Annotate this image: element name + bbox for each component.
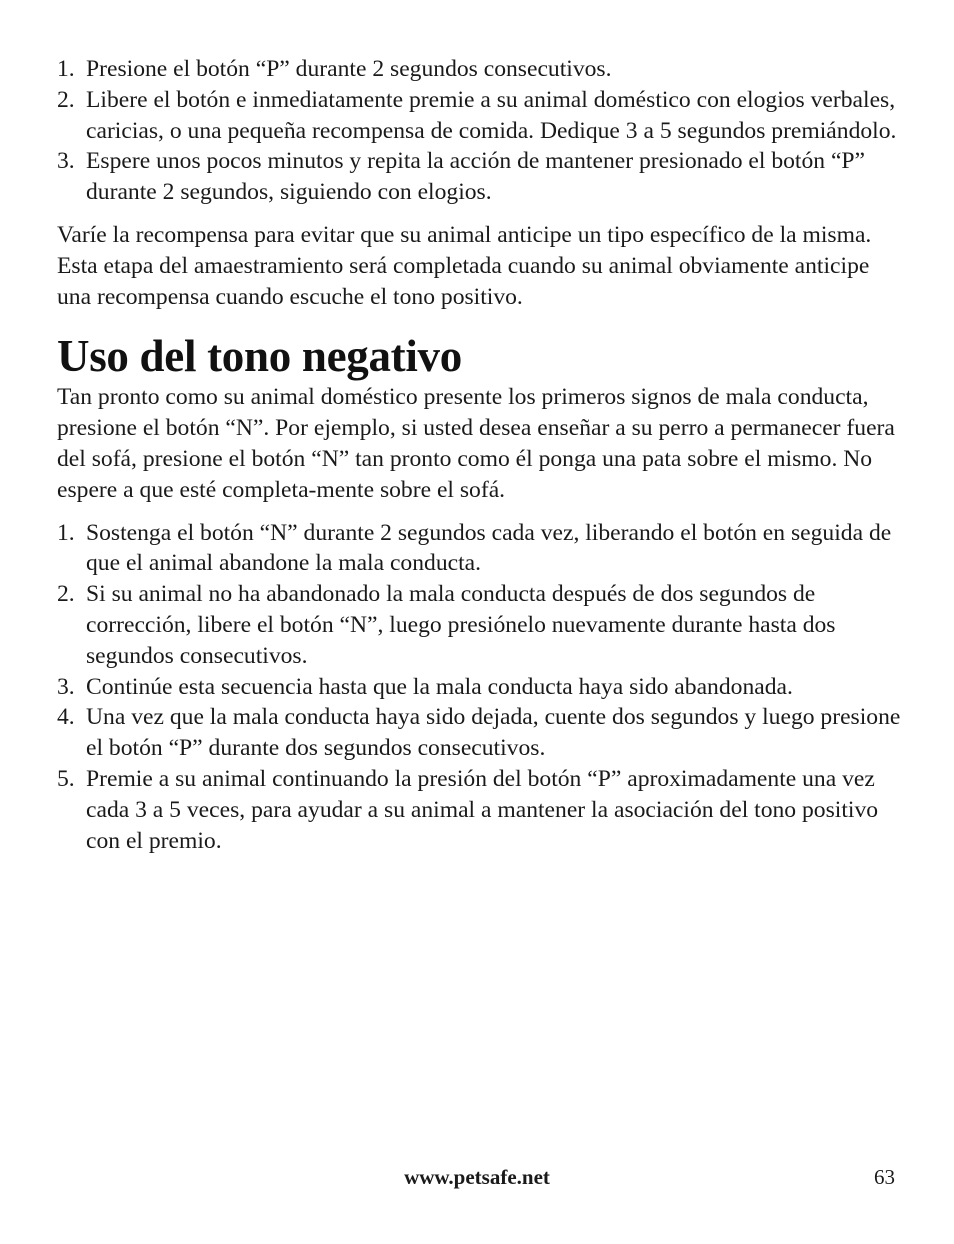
spacer bbox=[57, 208, 902, 220]
list-item bbox=[57, 579, 902, 671]
step-text: Sostenga el botón “N” durante 2 segundos cada vez, liberando el botón en seguida de que el animal abandone la mala conducta. bbox=[86, 519, 892, 577]
spacer bbox=[57, 506, 902, 518]
list-item bbox=[57, 85, 902, 147]
footer-website-link[interactable]: www.petsafe.net bbox=[404, 1165, 550, 1189]
step-text: Premie a su animal continuando la presión del botón “P” aproximadamente una vez cada 3 a 5 veces, para ayudar a su animal a mantener la asociación del tono positivo con el premio. bbox=[86, 765, 879, 854]
page-number: 63 bbox=[874, 1165, 895, 1189]
list-item bbox=[57, 518, 902, 580]
step-text: Presione el botón “P” durante 2 segundos consecutivos. bbox=[86, 56, 612, 82]
step-number: 1. bbox=[57, 56, 75, 82]
step-text: Una vez que la mala conducta haya sido dejada, cuente dos segundos y luego presione el botón “P” durante dos segundos consecutivos. bbox=[86, 704, 901, 762]
reward-paragraph: Varíe la recompensa para evitar que su animal anticipe un tipo específico de la misma. Esta etapa del amaestramiento será completada cuando su animal obviamente anticipe una recompensa cuando escuche el tono positivo. bbox=[57, 221, 872, 310]
section-title: Uso del tono negativo bbox=[57, 331, 462, 382]
step-text: Libere el botón e inmediatamente premie a su animal doméstico con elogios verbales, caricias, o una pequeña recompensa de comida. Dedique 3 a 5 segundos premiándolo. bbox=[86, 86, 897, 144]
step-text: Si su animal no ha abandonado la mala conducta después de dos segundos de corrección, libere el botón “N”, luego presiónelo nuevamente durante hasta dos segundos consecutivos. bbox=[86, 581, 836, 669]
list-item bbox=[57, 54, 902, 85]
list-item bbox=[57, 672, 902, 703]
list-item bbox=[57, 702, 902, 764]
step-number: 2. bbox=[57, 86, 75, 113]
step-number: 3. bbox=[57, 673, 75, 700]
step-number: 4. bbox=[57, 704, 75, 731]
step-number: 5. bbox=[57, 765, 75, 792]
step-number: 3. bbox=[57, 148, 75, 175]
step-text: Espere unos pocos minutos y repita la acción de mantener presionado el botón “P” durante 2 segundos, siguiendo con elogios. bbox=[86, 148, 866, 206]
step-number: 1. bbox=[57, 519, 75, 546]
list-item bbox=[57, 764, 902, 856]
list-item bbox=[57, 146, 902, 208]
step-number: 2. bbox=[57, 581, 75, 608]
positive-tone-steps bbox=[57, 54, 902, 208]
negative-tone-steps bbox=[57, 518, 902, 857]
page-content bbox=[57, 54, 902, 856]
section-intro: Tan pronto como su animal doméstico presente los primeros signos de mala conducta, presione el botón “N”. Por ejemplo, si usted desea enseñar a su perro a permanecer fuera del sofá, presione el botón “N” tan pronto como él ponga una pata sobre el mismo. No espere a que esté completa-mente sobre el sofá. bbox=[57, 384, 895, 503]
step-text: Continúe esta secuencia hasta que la mala conducta haya sido abandonada. bbox=[86, 673, 793, 700]
